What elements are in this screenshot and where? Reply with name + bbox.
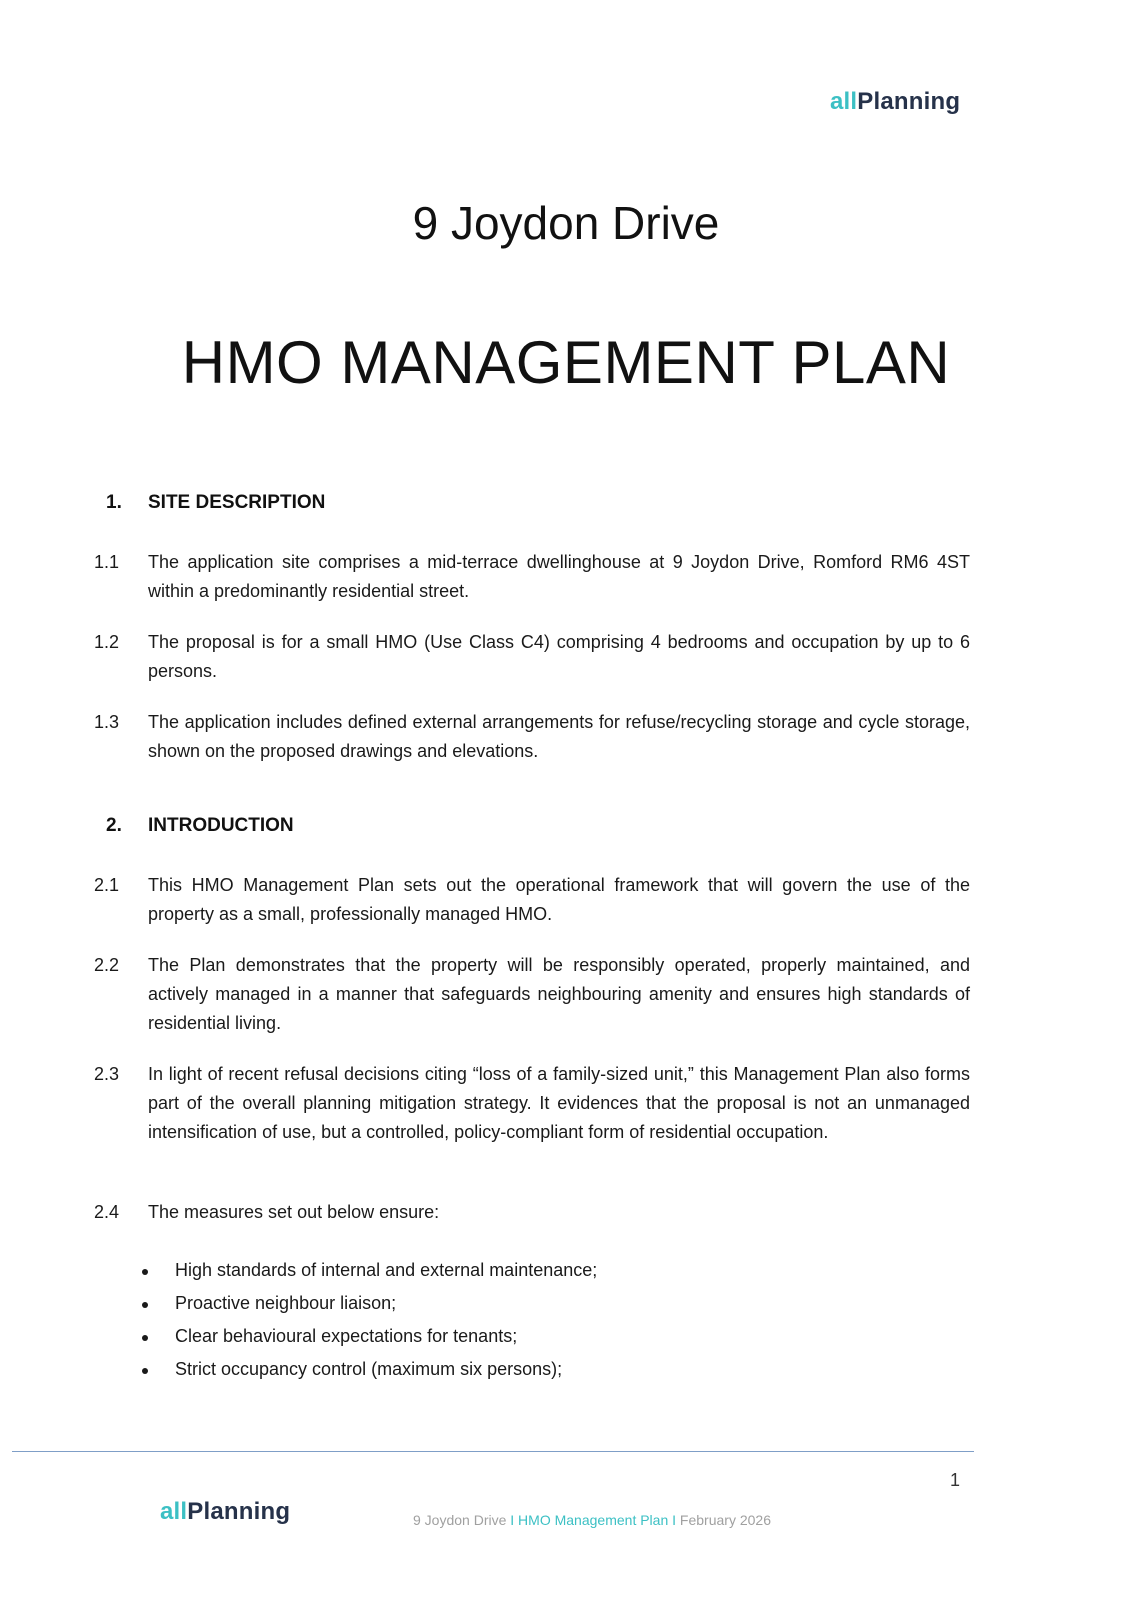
bullet-dot-icon: [142, 1335, 148, 1341]
logo-all-text: all: [830, 88, 858, 115]
paragraph-number: 1.3: [94, 712, 120, 732]
logo-all-text: all: [160, 1498, 188, 1525]
paragraph-text: The application site comprises a mid-terrace dwellinghouse at 9 Joydon Drive, Romford RM6 4ST within a predominantly residential street.: [148, 552, 970, 601]
paragraph-text: The measures set out below ensure:: [148, 1202, 440, 1222]
list-item-text: Clear behavioural expectations for tenants;: [175, 1326, 518, 1346]
bullet-dot-icon: [142, 1302, 148, 1308]
list-item-text: Proactive neighbour liaison;: [175, 1293, 397, 1313]
section-number: 2.: [106, 815, 122, 836]
footer-address: 9 Joydon Drive: [413, 1512, 507, 1528]
logo-planning-text: Planning: [187, 1498, 291, 1525]
footer-date: February 2026: [679, 1512, 771, 1528]
paragraph-text: The Plan demonstrates that the property will be responsibly operated, properly maintained, and actively managed in a manner that safeguards neighbouring amenity and ensures high standards of residential living.: [148, 955, 970, 1033]
section-title: INTRODUCTION: [148, 815, 294, 836]
bullet-dot-icon: [142, 1269, 148, 1275]
bullet-dot-icon: [142, 1368, 148, 1374]
footer-doc-name: I HMO Management Plan I: [506, 1512, 680, 1528]
paragraph-number: 2.4: [94, 1202, 120, 1222]
paragraph-text: In light of recent refusal decisions citing “loss of a family-sized unit,” this Management Plan also forms part of the overall planning mitigation strategy. It evidences that the proposal is not an unmanaged intensification of use, but a controlled, policy-compliant form of residential occupation.: [148, 1064, 970, 1142]
document-address: 9 Joydon Drive: [412, 197, 720, 249]
paragraph-number: 1.2: [94, 632, 120, 652]
paragraph-number: 2.2: [94, 955, 120, 975]
section-number: 1.: [106, 492, 122, 513]
paragraph-number: 2.1: [94, 875, 120, 895]
logo-planning-text: Planning: [857, 88, 961, 115]
page-number: 1: [950, 1470, 961, 1490]
paragraph-text: The proposal is for a small HMO (Use Class C4) comprising 4 bedrooms and occupation by up to 6 persons.: [148, 632, 970, 681]
paragraph-number: 2.3: [94, 1064, 120, 1084]
list-item-text: High standards of internal and external maintenance;: [175, 1260, 598, 1280]
paragraph-number: 1.1: [94, 552, 120, 572]
paragraph-text: This HMO Management Plan sets out the operational framework that will govern the use of the property as a small, professionally managed HMO.: [148, 875, 970, 924]
footer-text: [0, 1512, 1132, 1528]
section-title: SITE DESCRIPTION: [148, 492, 326, 513]
list-item-text: Strict occupancy control (maximum six persons);: [175, 1359, 563, 1379]
allplanning-logo: [830, 88, 960, 116]
document-title: HMO MANAGEMENT PLAN: [181, 329, 951, 396]
paragraph-text: The application includes defined external arrangements for refuse/recycling storage and cycle storage, shown on the proposed drawings and elevations.: [148, 712, 970, 761]
footer-divider: [12, 1451, 974, 1452]
